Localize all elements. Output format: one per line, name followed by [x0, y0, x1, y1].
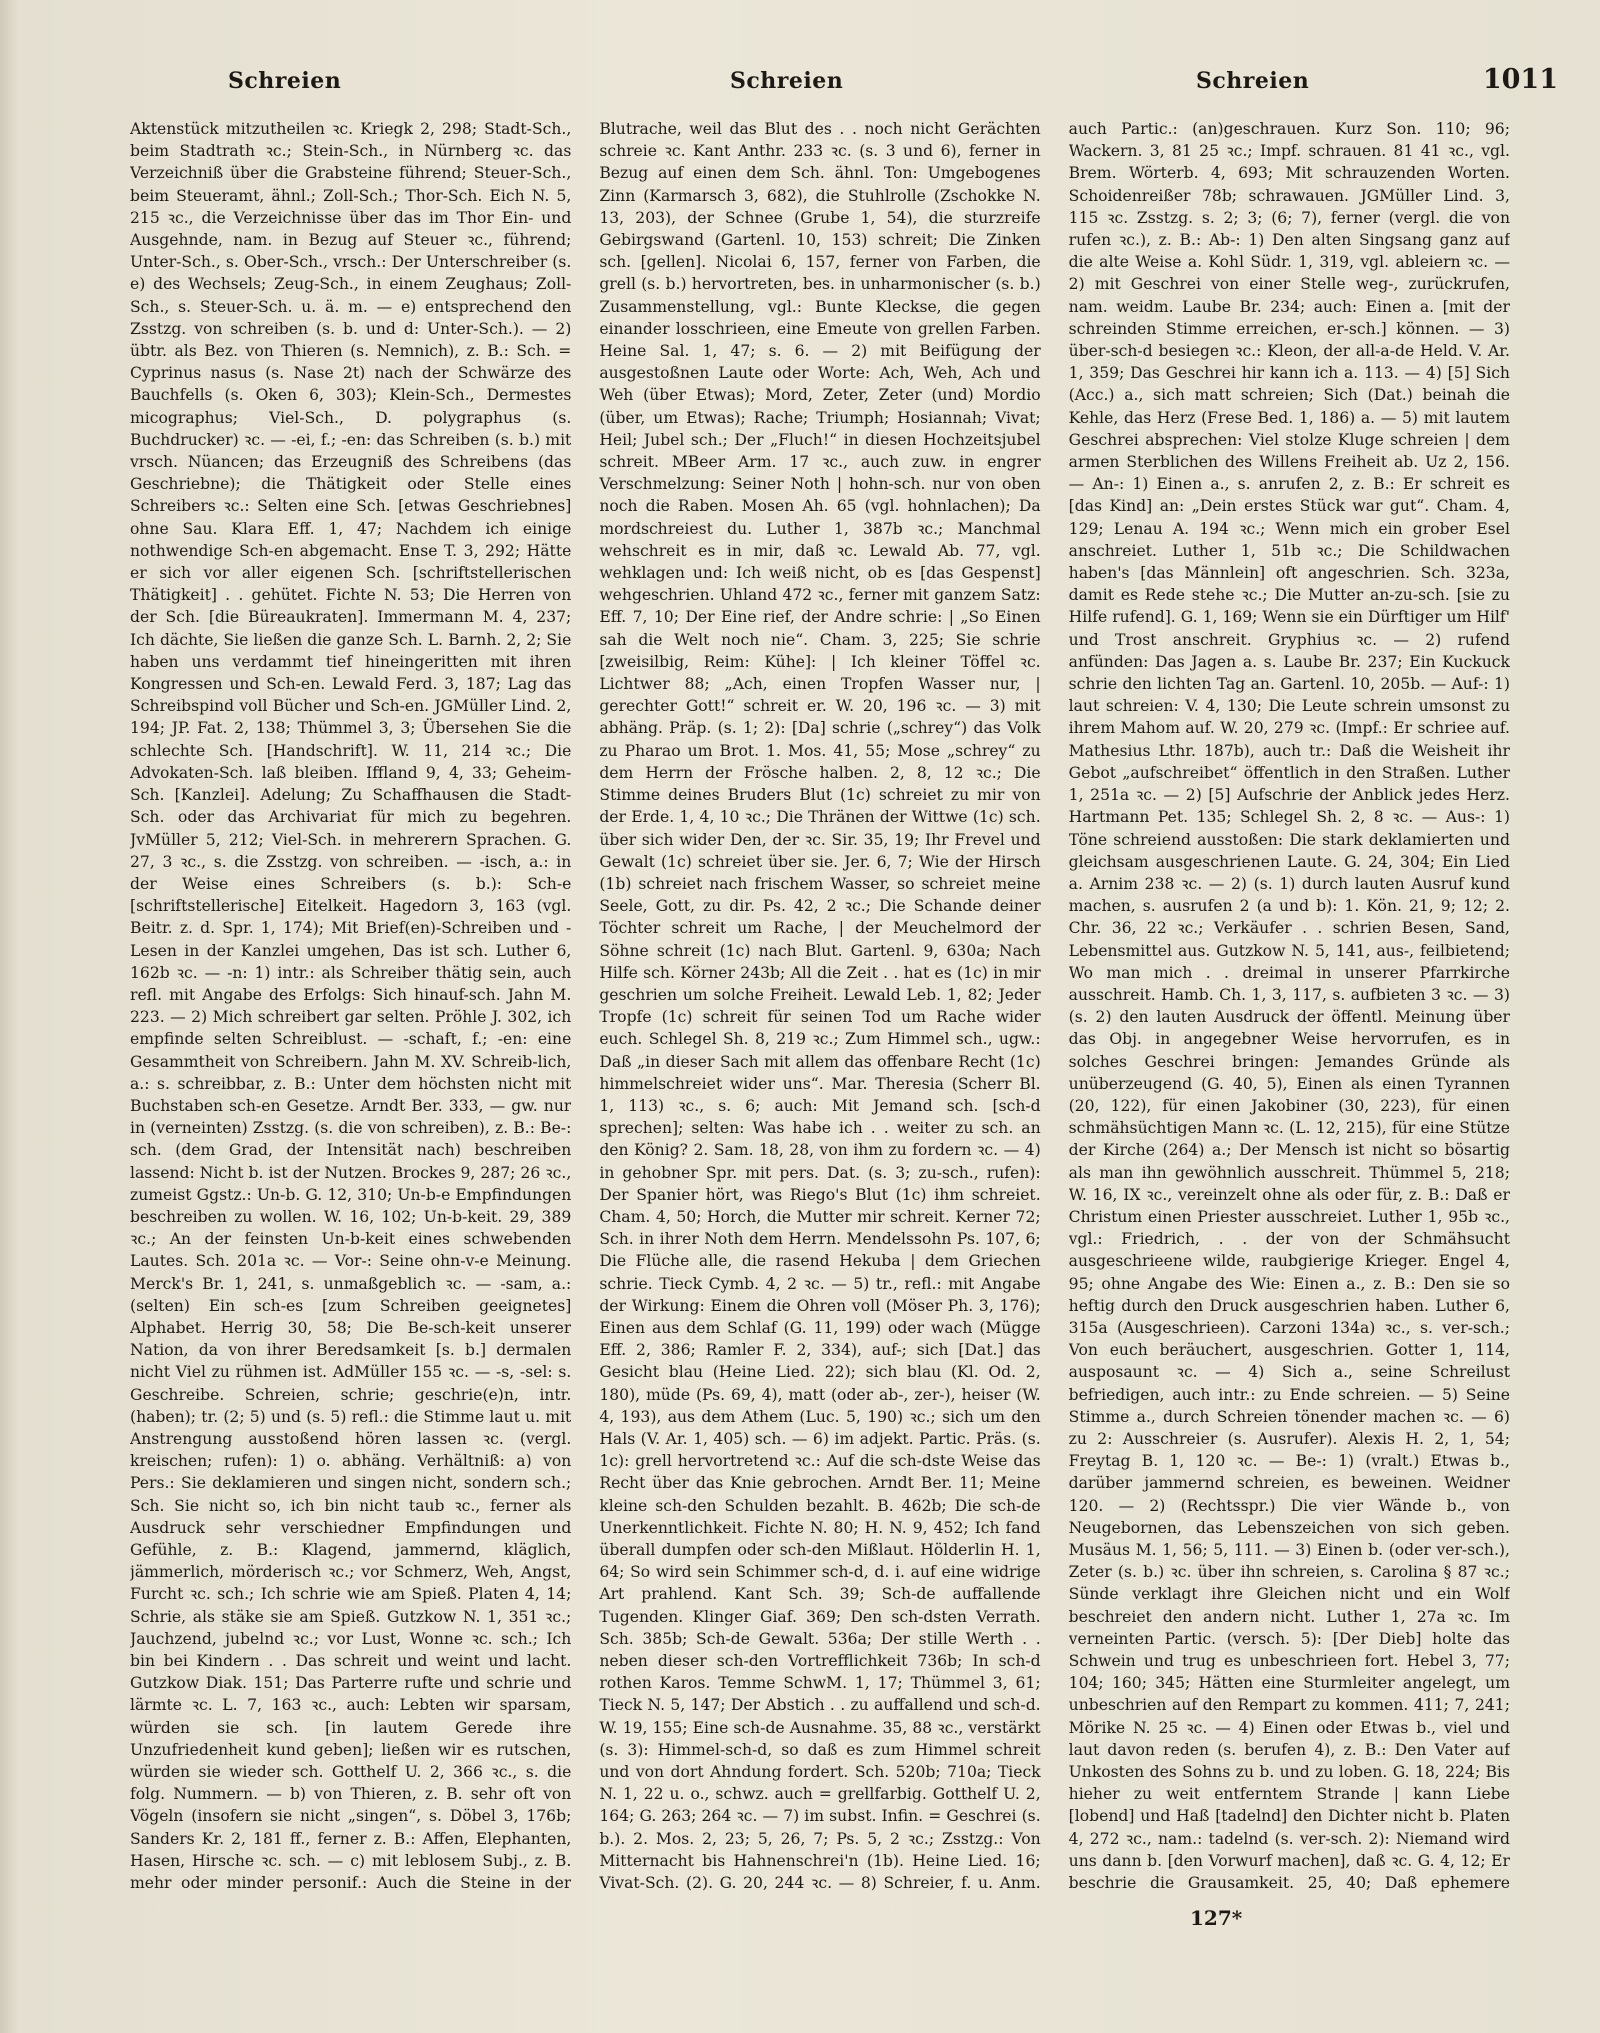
header-center-headword: Schreien [730, 68, 844, 94]
column-right [1069, 118, 1510, 1898]
header-left-headword: Schreien [228, 68, 342, 94]
column-left [130, 118, 571, 1898]
column-left-text: Aktenstück mitzutheilen ꝛc. Kriegk 2, 298; Stadt-Sch., beim Stadtrath ꝛc.; Stein-Sch., in Nürnberg ꝛc. das Verzeichniß über die Grabsteine führend; Steuer-Sch., beim Steueramt, ähnl.; Zoll-Sch.; Thor-Sch. Eich N. 5, 215 ꝛc., die Verzeichnisse über das im Thor Ein- und Ausgehnde, nam. in Bezug auf Steuer ꝛc., führend; Unter-Sch., s. Ober-Sch., vrsch.: Der Unterschreiber (s. e) des Wechsels; Zeug-Sch., in einem Zeughaus; Zoll-Sch., s. Steuer-Sch. u. ä. m. — e) entsprechend den Zsstzg. von schreiben (s. b. und d: Unter-Sch.). — 2) übtr. als Bez. von Thieren (s. Nemnich), z. B.: Sch. = Cyprinus nasus (s. Nase 2t) nach der Schwärze des Bauchfells (s. Oken 6, 303); Klein-Sch., Dermestes micographus; Viel-Sch., D. polygraphus (s. Buchdrucker) ꝛc. — -ei, f.; -en: das Schreiben (s. b.) mit vrsch. Nüancen; das Erzeugniß des Schreibens (das Geschriebne); die Thätigkeit oder Stelle eines Schreibers ꝛc.: Selten eine Sch. [etwas Geschriebnes] ohne Sau. Klara Eff. 1, 47; Nachdem ich einige nothwendige Sch-en abgemacht. Ense T. 3, 292; Hätte er sich vor aller eigenen Sch. [schriftstellerischen Thätigkeit] . . gehütet. Fichte N. 53; Die Herren von der Sch. [die Büreaukraten]. Immermann M. 4, 237; Ich dächte, Sie ließen die ganze Sch. L. Barnh. 2, 2; Sie haben uns verdammt tief hineingeritten mit ihren Kongressen und Sch-en. Lewald Ferd. 3, 187; Lag das Schreibspind voll Bücher und Sch-en. JGMüller Lind. 2, 194; JP. Fat. 2, 138; Thümmel 3, 3; Übersehen Sie die schlechte Sch. [Handschrift]. W. 11, 214 ꝛc.; Die Advokaten-Sch. laß bleiben. Iffland 9, 4, 33; Geheim-Sch. [Kanzlei]. Adelung; Zu Schaffhausen die Stadt-Sch. oder das Archivariat für mich zu begehren. JvMüller 5, 212; Viel-Sch. in mehrerern Sprachen. G. 27, 3 ꝛc., s. die Zsstzg. von schreiben. — -isch, a.: in der Weise eines Schreibers (s. b.): Sch-e [schriftstellerische] Eitelkeit. Hagedorn 3, 163 (vgl. Beitr. z. d. Spr. 1, 174); Mit Brief(en)-Schreiben und -Lesen in der Kanzlei umgehen, Das ist sch. Luther 6, 162b ꝛc. — -n: 1) intr.: als Schreiber thätig sein, auch refl. mit Angabe des Erfolgs: Sich hinauf-sch. Jahn M. 223. — 2) Mich schreibert gar selten. Pröhle J. 302, ich empfinde selten Schreiblust. — -schaft, f.; -en: eine Gesammtheit von Schreibern. Jahn M. XV. Schreib-lich, a.: s. schreibbar, z. B.: Unter dem höchsten nicht mit Buchstaben sch-en Gesetze. Arndt Ber. 333, — gw. nur in (verneinten) Zsstzg. (s. die von schreiben), z. B.: Be-: sch. (dem Grad, der Intensität nach) beschreiben lassend: Nicht b. ist der Nutzen. Brockes 9, 287; 26 ꝛc., zumeist Ggstz.: Un-b. G. 12, 310; Un-b-e Empfindungen beschreiben zu wollen. W. 16, 102; Un-b-keit. 29, 389 ꝛc.; An der feinsten Un-b-keit eines schwebenden Lautes. Sch. 201a ꝛc. — Vor-: Seine ohn-v-e Meinung. Merck's Br. 1, 241, s. unmaßgeblich ꝛc. — -sam, a.: (selten) Ein sch-es [zum Schreiben geeignetes] Alphabet. Herrig 30, 58; Die Be-sch-keit unserer Nation, da von ihrer Beredsamkeit [s. b.] dermalen nicht Viel zu rühmen ist. AdMüller 155 ꝛc. — -s, -sel: s. Geschreibe. Schreien, schrie; geschrie(e)n, intr. (haben); tr. (2; 5) und (s. 5) refl.: die Stimme laut u. mit Anstrengung ausstoßend hören lassen ꝛc. (vergl. kreischen; rufen): 1) o. abhäng. Verhältniß: a) von Pers.: Sie deklamieren und singen nicht, sondern sch.; Sch. Sie nicht so, ich bin nicht taub ꝛc., ferner als Ausdruck sehr verschiedner Empfindungen und Gefühle, z. B.: Klagend, jammernd, kläglich, jämmerlich, mörderisch ꝛc.; vor Schmerz, Weh, Angst, Furcht ꝛc. sch.; Ich schrie wie am Spieß. Platen 4, 14; Schrie, als stäke sie am Spieß. Gutzkow N. 1, 351 ꝛc.; Jauchzend, jubelnd ꝛc.; vor Lust, Wonne ꝛc. sch.; Ich bin bei Kindern . . Das schreit und weint und lacht. Gutzkow Diak. 151; Das Parterre rufte und schrie und lärmte ꝛc. L. 7, 163 ꝛc., auch: Lebten wir sparsam, würden sie sch. [in lautem Gerede ihre Unzufriedenheit kund geben]; ließen wir es rutschen, würden sie wieder sch. Gotthelf U. 2, 366 ꝛc., s. die folg. Nummern. — b) von Thieren, z. B. sehr oft von Vögeln (insofern sie nicht „singen“, s. Döbel 3, 176b; Sanders Kr. 2, 181 ff., ferner z. B.: Affen, Elephanten, Hasen, Hirsche ꝛc. sch. — c) mit leblosem Subj., z. B. mehr oder minder personif.: Auch die Steine in der [130, 120, 572, 1893]
page-edge-shadow [0, 0, 18, 2033]
column-middle-text: Blutrache, weil das Blut des . . noch nicht Gerächten schreie ꝛc. Kant Anthr. 233 ꝛc. (s. 3 und 6), ferner in Bezug auf einen dem Sch. ähnl. Ton: Umgebogenes Zinn (Karmarsch 3, 682), die Stuhlrolle (Zschokke N. 13, 203), der Schnee (Grube 1, 54), die sturzreife Gebirgswand (Gartenl. 10, 153) schreit; Die Zinken sch. [gellen]. Nicolai 6, 157, ferner von Farben, die grell (s. b.) hervortreten, bes. in unharmonischer (s. b.) Zusammenstellung, vgl.: Bunte Kleckse, die gegen einander losschrieen, eine Emeute von grellen Farben. Heine Sal. 1, 47; s. 6. — 2) mit Beifügung der ausgestoßnen Laute oder Worte: Ach, Weh, Ach und Weh (über Etwas); Mord, Zeter, Zeter (und) Mordio (über, um Etwas); Rache; Triumph; Hosiannah; Vivat; Heil; Jubel sch.; Der „Fluch!“ in diesen Hochzeitsjubel schreit. MBeer Arm. 17 ꝛc., auch zuw. in engrer Verschmelzung: Seiner Noth | hohn-sch. nur von oben noch die Raben. Mosen Ah. 65 (vgl. hohnlachen); Da mordschreiest du. Luther 1, 387b ꝛc.; Manchmal wehschreit es in mir, daß ꝛc. Lewald Ab. 77, vgl. wehklagen und: Ich weiß nicht, ob es [das Gespenst] wehgeschrien. Uhland 472 ꝛc., ferner mit ganzem Satz: Eff. 7, 10; Der Eine rief, der Andre schrie: | „So Einen sah die Welt noch nie“. Cham. 3, 225; Sie schrie [zweisilbig, Reim: Kühe]: | Ich kleiner Töffel ꝛc. Lichtwer 88; „Ach, einen Tropfen Wasser nur, | gerechter Gott!“ schreit er. W. 20, 196 ꝛc. — 3) mit abhäng. Präp. (s. 1; 2): [Da] schrie („schrey“) das Volk zu Pharao um Brot. 1. Mos. 41, 55; Mose „schrey“ zu dem Herrn der Frösche halben. 2, 8, 12 ꝛc.; Die Stimme deines Bruders Blut (1c) schreiet zu mir von der Erde. 1, 4, 10 ꝛc.; Die Thränen der Wittwe (1c) sch. über sich wider Den, der ꝛc. Sir. 35, 19; Ihr Frevel und Gewalt (1c) schreiet über sie. Jer. 6, 7; Wie der Hirsch (1b) schreiet nach frischem Wasser, so schreiet meine Seele, Gott, zu dir. Ps. 42, 2 ꝛc.; Die Schande deiner Töchter schreit um Rache, | der Meuchelmord der Söhne schreit (1c) nach Blut. Gartenl. 9, 630a; Nach Hilfe sch. Körner 243b; All die Zeit . . hat es (1c) in mir geschrien um solche Freiheit. Lewald Leb. 1, 82; Jeder Tropfe (1c) schreit für seinen Tod um Rache wider euch. Schlegel Sh. 8, 219 ꝛc.; Zum Himmel sch., ugw.: Daß „in dieser Sach mit allem das offenbare Recht (1c) himmelschreiet wider uns“. Mar. Theresia (Scherr Bl. 1, 113) ꝛc., s. 6; auch: Mit Jemand sch. [sch-d sprechen]; selten: Was habe ich . . weiter zu sch. an den König? 2. Sam. 18, 28, von ihm zu fordern ꝛc. — 4) in gehobner Spr. mit pers. Dat. (s. 3; zu-sch., rufen): Der Spanier hört, was Riego's Blut (1c) ihm schreiet. Cham. 4, 50; Horch, die Mutter mir schreit. Kerner 72; Sch. in ihrer Noth dem Herrn. Mendelssohn Ps. 107, 6; Die Flüche alle, die rasend Hekuba | dem Griechen schrie. Tieck Cymb. 4, 2 ꝛc. — 5) tr., refl.: mit Angabe der Wirkung: Einem die Ohren voll (Möser Ph. 3, 176); Einen aus dem Schlaf (G. 11, 199) oder wach (Mügge Eff. 2, 386; Ramler F. 2, 334), auf-; sich [Dat.] das Gesicht blau (Heine Lied. 22); sich blau (Kl. Od. 2, 180), müde (Ps. 69, 4), matt (oder ab-, zer-), heiser (W. 4, 193), aus dem Athem (Luc. 5, 190) ꝛc.; sich um den Hals (V. Ar. 1, 405) sch. — 6) im adjekt. Partic. Präs. (s. 1c): grell hervortretend ꝛc.: Auf die sch-dste Weise das Recht über das Knie gebrochen. Arndt Ber. 11; Meine kleine sch-den Schulden bezahlt. B. 462b; Die sch-de Unerkenntlichkeit. Fichte N. 80; H. N. 9, 452; Ich fand überall dumpfen oder sch-den Mißlaut. Hölderlin H. 1, 64; So wird sein Schimmer sch-d, d. i. auf eine widrige Art prahlend. Kant Sch. 39; Sch-de auffallende Tugenden. Klinger Giaf. 369; Den sch-dsten Verrath. Sch. 385b; Sch-de Gewalt. 536a; Der stille Werth . . neben dieser sch-den Vortrefflichkeit 736b; In sch-d rothen Karos. Temme SchwM. 1, 17; Thümmel 3, 61; Tieck N. 5, 147; Der Abstich . . zu auffallend und sch-d. W. 19, 155; Eine sch-de Ausnahme. 35, 88 ꝛc., verstärkt (s. 3): Himmel-sch-d, so daß es zum Himmel schreit und von dort Ahndung fordert. Sch. 520b; 710a; Tieck N. 1, 22 u. o., schwz. auch = grellfarbig. Gotthelf U. 2, 164; G. 263; 264 ꝛc. — 7) im subst. Infin. = Geschrei (s. b.). 2. Mos. 2, 23; 5, 26, 7; Ps. 5, 2 ꝛc.; Zsstzg.: Von Mitternacht bis Hahnenschrei'n (1b). Heine Lied. 16; Vivat-Sch. (2). G. 20, 244 ꝛc. — 8) Schreier, f. u. Anm. [599, 120, 1041, 1893]
page-number: 1011 [1482, 64, 1558, 95]
text-columns [130, 118, 1510, 1898]
signature-mark: 127* [1190, 1906, 1243, 1930]
column-right-text: auch Partic.: (an)geschrauen. Kurz Son. 110; 96; Wackern. 3, 81 25 ꝛc.; Impf. schrauen. 81 41 ꝛc., vgl. Brem. Wörterb. 4, 693; Mit schrauzenden Worten. Schoidenreißer 78b; schrawauen. JGMüller Lind. 3, 115 ꝛc. Zsstzg. s. 2; 3; (6; 7), ferner (vergl. die von rufen ꝛc.), z. B.: Ab-: 1) Den alten Singsang ganz auf die alte Weise a. Kohl Südr. 1, 319, vgl. ableiern ꝛc. — 2) mit Geschrei von einer Stelle weg-, zurückrufen, nam. weidm. Laube Br. 234; auch: Einen a. [mit der schreinden Stimme erreichen, er-sch.] können. — 3) über-sch-d besiegen ꝛc.: Kleon, der all-a-de Held. V. Ar. 1, 359; Das Geschrei hir kann ich a. 113. — 4) [5] Sich (Acc.) a., sich matt schreien; Sich (Dat.) beinah die Kehle, das Herz (Frese Bed. 1, 186) a. — 5) mit lautem Geschrei absprechen: Viel stolze Kluge schreien | dem armen Sterblichen des Willens Freiheit ab. Uz 2, 156. — An-: 1) Einen a., s. anrufen 2, z. B.: Er schreit es [das Kind] an: „Dein erstes Stück war gut“. Cham. 4, 129; Lenau A. 194 ꝛc.; Wenn mich ein grober Esel anschreiet. Luther 1, 51b ꝛc.; Die Schildwachen haben's [das Männlein] oft angeschrien. Sch. 323a, damit es Rede stehe ꝛc.; Die Mutter an-zu-sch. [sie zu Hilfe rufend]. G. 1, 169; Wenn sie ein Dürftiger um Hilf' und Trost anschreit. Gryphius ꝛc. — 2) rufend anfünden: Das Jagen a. s. Laube Br. 237; Ein Kuckuck schrie den lichten Tag an. Gartenl. 10, 205b. — Auf-: 1) laut schreien: V. 4, 130; Die Leute schrein umsonst zu ihrem Mahom auf. W. 20, 279 ꝛc. (Impf.: Er schriee auf. Mathesius Lthr. 187b), auch tr.: Daß die Weisheit ihr Gebot „aufschreibet“ öffentlich in den Straßen. Luther 1, 251a ꝛc. — 2) [5] Aufschrie der Anblick jedes Herz. Hartmann Pet. 135; Schlegel Sh. 2, 8 ꝛc. — Aus-: 1) Töne schreiend ausstoßen: Die stark deklamierten und gleichsam ausgeschrienen Laute. G. 24, 304; Ein Lied a. Arnim 238 ꝛc. — 2) (s. 1) durch lauten Ausruf kund machen, s. ausrufen 2 (a und b): 1. Kön. 21, 9; 12; 2. Chr. 36, 22 ꝛc.; Verkäufer . . schrien Besen, Sand, Lebensmittel aus. Gutzkow N. 5, 141, aus-, feilbietend; Wo man mich . . dreimal in unserer Pfarrkirche ausschreit. Hamb. Ch. 1, 3, 117, s. aufbieten 3 ꝛc. — 3) (s. 2) den lauten Ausdruck der öffentl. Meinung über das Obj. in angegebner Weise hervorrufen, es in solches Geschrei bringen: Jemandes Gründe als unüberzeugend (G. 40, 5), Einen als einen Tyrannen (20, 122), für einen Jakobiner (30, 223), für einen schmähsüchtigen Mann ꝛc. (L. 12, 215), für eine Stütze der Kirche (264) a.; Der Mensch ist nicht so bösartig als man ihn gewöhnlich ausschreit. Thümmel 5, 218; W. 16, IX ꝛc., vereinzelt ohne als oder für, z. B.: Daß er Christum einen Priester ausschreiet. Luther 1, 95b ꝛc., vgl.: Friedrich, . . der von der Schmähsucht ausgeschrieene wilde, raubgierige Krieger. Engel 4, 95; ohne Angabe des Wie: Einen a., z. B.: Den sie so heftig durch den Druck ausgeschrien haben. Luther 6, 315a (Ausgeschrieen). Carzoni 134a) ꝛc., s. ver-sch.; Von euch beräuchert, ausgeschrien. Gotter 1, 114, ausposaunt ꝛc. — 4) Sich a., seine Schreilust befriedigen, auch intr.: zu Ende schreien. — 5) Seine Stimme a., durch Schreien tönender machen ꝛc. — 6) zu 2: Ausschreier (s. Ausrufer). Alexis H. 2, 1, 54; Freytag B. 1, 120 ꝛc. — Be-: 1) (vralt.) Etwas b., darüber jammernd schreien, es beweinen. Weidner 120. — 2) (Rechtsspr.) Die vier Wände b., von Neugebornen, das Lebenszeichen von sich geben. Musäus M. 1, 56; 5, 111. — 3) Einen b. (oder ver-sch.), Zeter (s. b.) ꝛc. über ihn schreien, s. Carolina § 87 ꝛc.; Sünde verklagt ihre Gleichen nicht und ein Wolf beschreiet den andern nicht. Luther 1, 27a ꝛc. Im verneinten Partic. (versch. 5): [Der Dieb] holte das Schwein und trug es unbeschrieen fort. Hebel 3, 77; 104; 160; 345; Hätten eine Sturmleiter angelegt, um unbeschrien auf den Rempart zu kommen. 411; 7, 241; Mörike N. 25 ꝛc. — 4) Einen oder Etwas b., viel und laut davon reden (s. berufen 4), z. B.: Den Vater auf Unkosten des Sohns zu b. und zu loben. G. 18, 224; Bis hieher zu weit entferntem Strande | kann Liebe [lobend] und Haß [tadelnd] den Dichter nicht b. Platen 4, 272 ꝛc., nam.: tadelnd (s. ver-sch. 2): Niemand wird uns dann b. [den Vorwurf machen], daß ꝛc. G. 4, 12; Er beschrie die Grausamkeit. 25, 40; Daß ephemere [1068, 120, 1510, 1893]
column-middle [599, 118, 1040, 1898]
running-header [130, 62, 1564, 102]
header-right-headword: Schreien [1196, 68, 1310, 94]
